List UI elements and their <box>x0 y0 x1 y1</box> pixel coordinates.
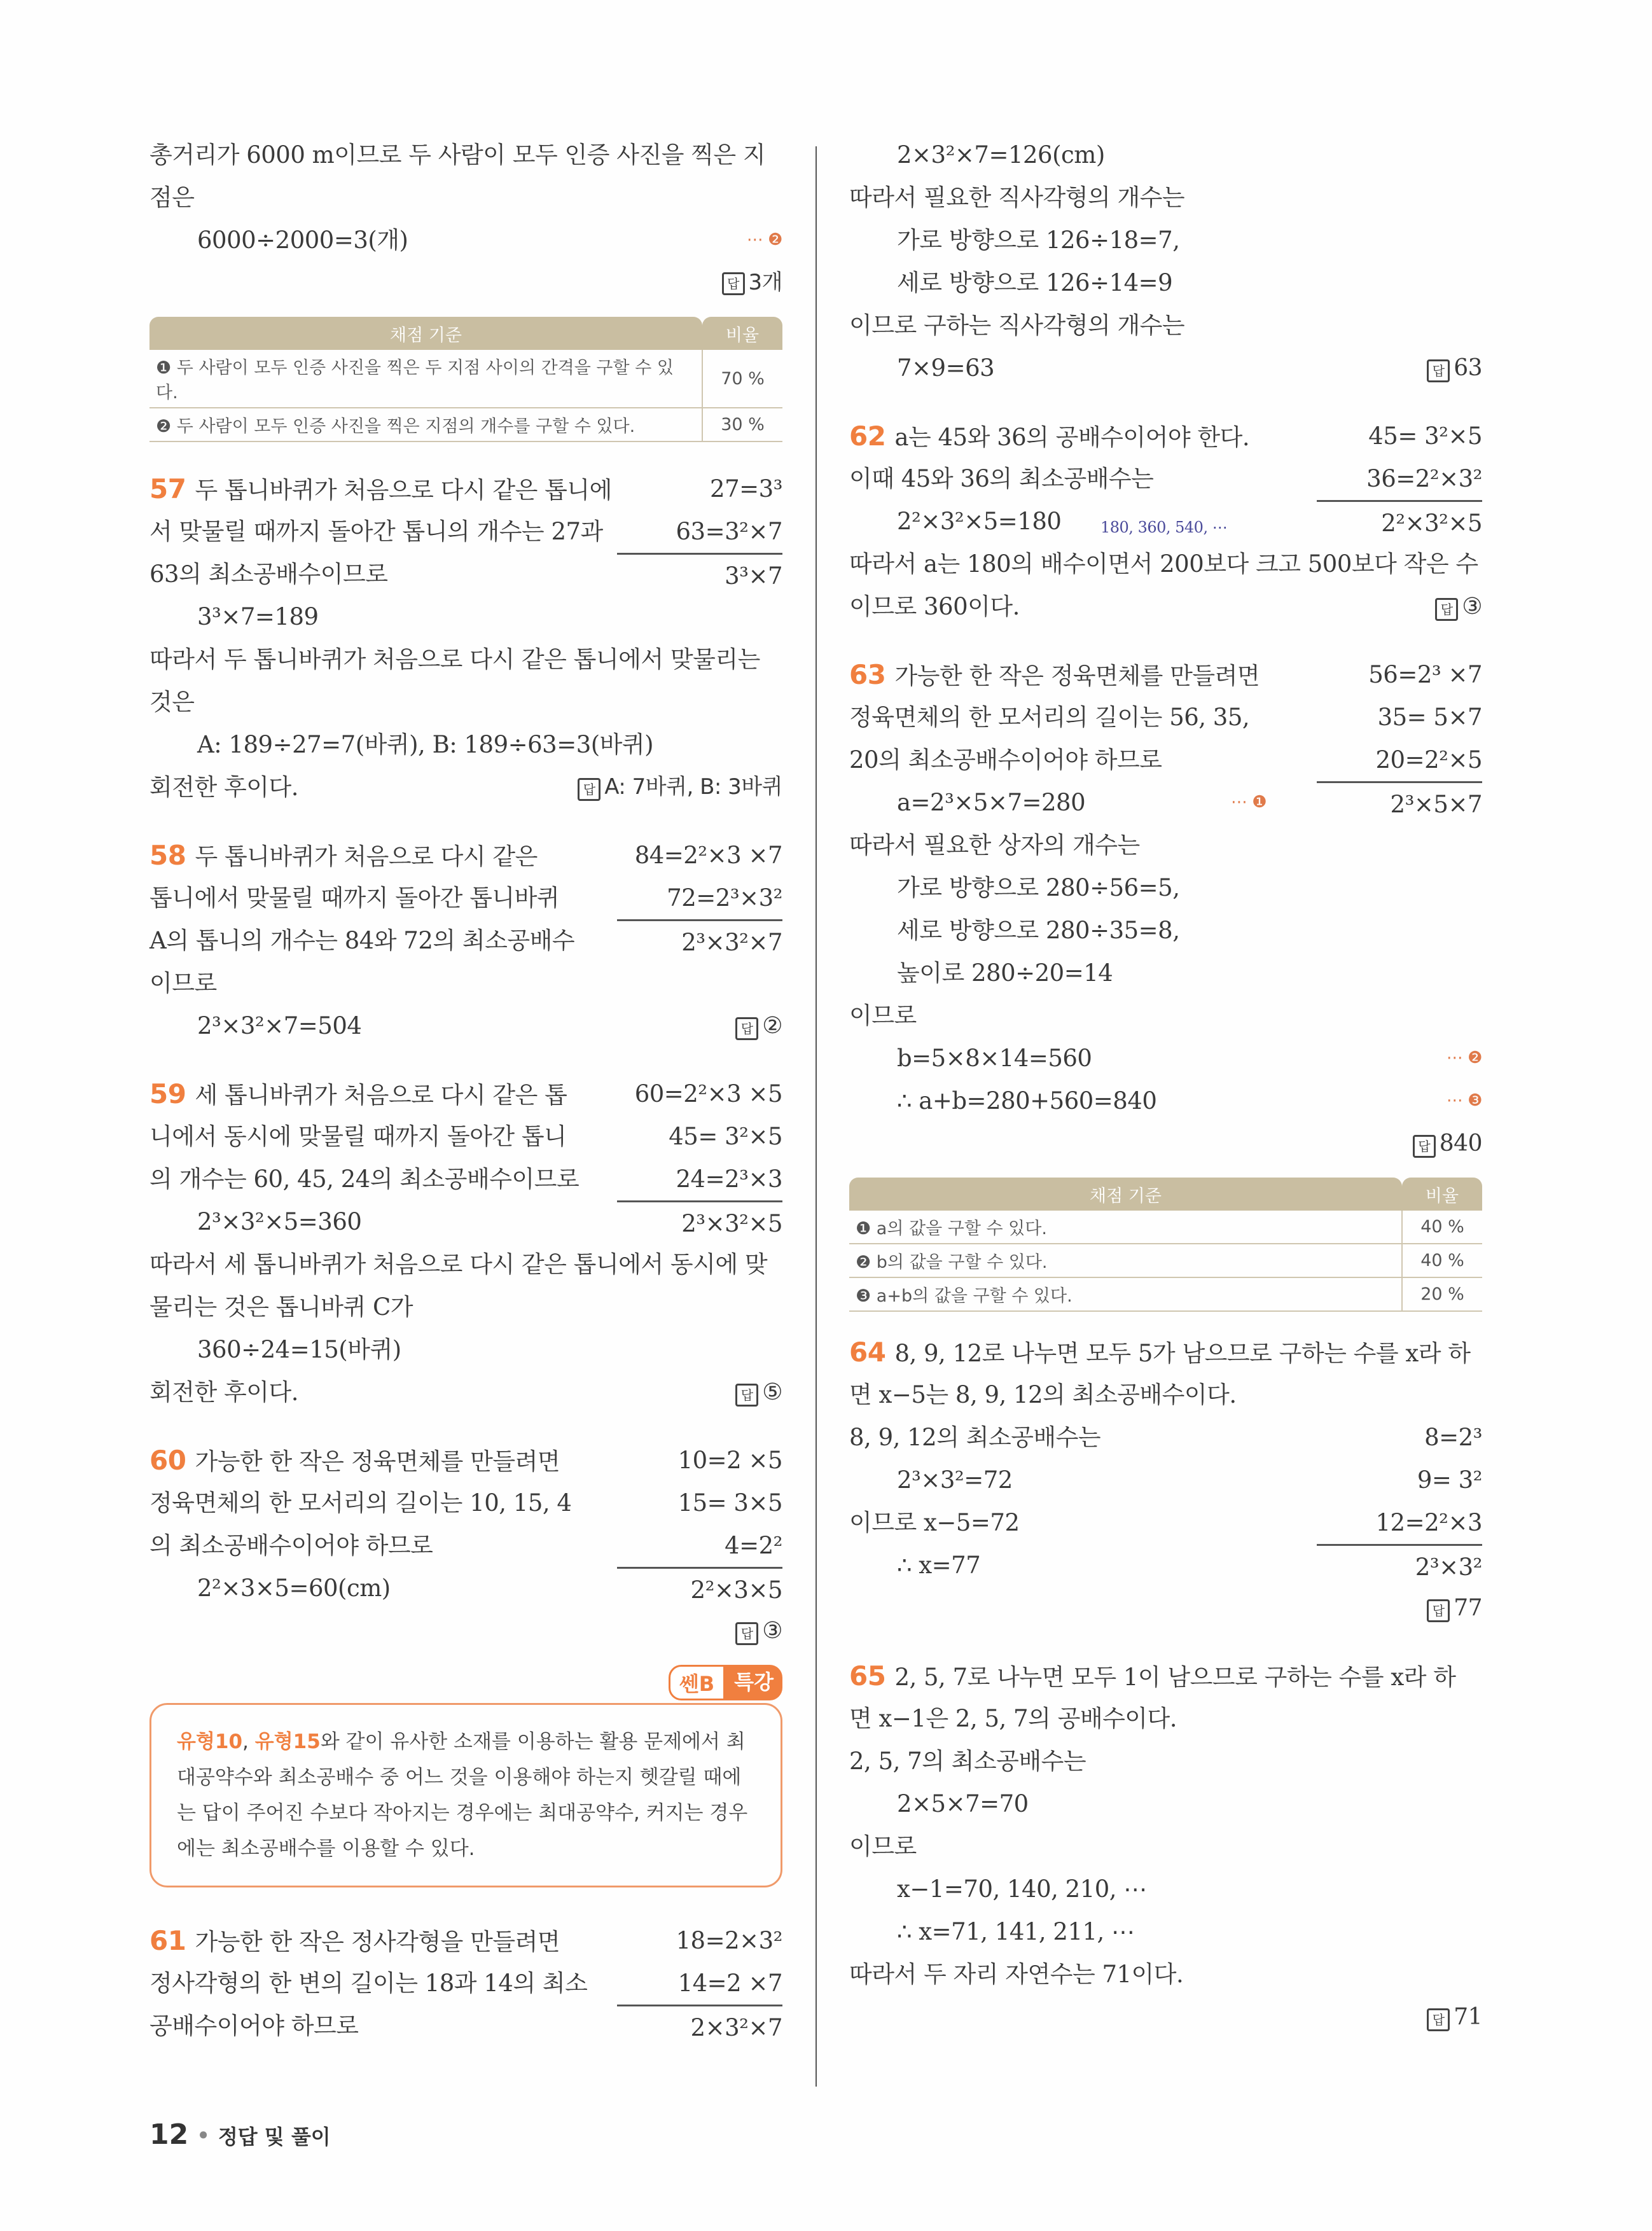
answer: 답 71 <box>849 1996 1482 2038</box>
text-line: 점은 <box>149 184 195 211</box>
text-line: 특강 <box>725 1665 782 1700</box>
problem-number: 57 <box>149 473 186 504</box>
text-line: 2³×3²=72 <box>897 1466 1013 1494</box>
text-line: 가능한 한 작은 정육면체를 만들려면 <box>894 662 1260 690</box>
text-line: 가로 방향으로 126÷18=7, <box>897 226 1180 254</box>
scoring-table-56 <box>149 317 782 442</box>
answer: 답 ② <box>735 1004 782 1047</box>
text-line: 따라서 필요한 직사각형의 개수는 <box>849 184 1185 211</box>
text-line: ⑤ <box>762 1379 782 1405</box>
text-line: 정육면체의 한 모서리의 길이는 56, 35, <box>849 704 1250 731</box>
table-row <box>849 1277 1482 1311</box>
text-line: 따라서 세 톱니바퀴가 처음으로 다시 같은 톱니에서 동시에 맞 <box>149 1251 768 1278</box>
text-line: 2×3²×7=126(cm) <box>897 141 1105 169</box>
text-line: 10=2 ×5 <box>677 1447 782 1474</box>
text-line: 서 맞물릴 때까지 돌아간 톱니의 개수는 27과 <box>149 518 603 545</box>
answer: 답 ③ <box>149 1609 782 1652</box>
text-line: x−1=70, 140, 210, ⋯ <box>897 1875 1147 1903</box>
text-line: 가로 방향으로 280÷56=5, <box>897 874 1180 901</box>
text-line: 와 같이 유사한 소재를 이용하는 활용 문제에서 최대공약수와 최소공배수 중 어느 것을 이용해야 하는지 헷갈릴 때에는 답이 주어진 수보다 작아지는 경우에는 최대공약수, 커지는 경우에는 최소공배수를 이용할 수 있다. <box>177 1730 748 1860</box>
text-line: 84=2²×3 ×7 <box>634 842 782 869</box>
text-line: 2×5×7=70 <box>897 1790 1029 1817</box>
text-line: 40 % <box>1402 1244 1482 1277</box>
text-line: 이므로 <box>149 970 217 997</box>
text-line: 840 <box>1439 1130 1482 1157</box>
answer: 답 ⑤ <box>735 1371 782 1414</box>
text-line: 18=2×3² <box>676 1927 782 1954</box>
problem-number: 59 <box>149 1078 186 1109</box>
text-line: 가능한 한 작은 정사각형을 만들려면 <box>195 1928 560 1956</box>
text-line: 2²×3²×5 <box>1381 510 1482 537</box>
answer-icon: 답 <box>722 272 745 295</box>
answer: 답 63 <box>1427 347 1482 389</box>
text-line: 따라서 필요한 상자의 개수는 <box>849 831 1140 859</box>
text-line: 2³×3²×5=360 <box>197 1208 362 1235</box>
text-line: 두 톱니바퀴가 처음으로 다시 같은 톱니에 <box>195 476 612 504</box>
table-row <box>149 350 782 408</box>
text-line: 7×9=63 <box>897 354 995 382</box>
text-line: 20 % <box>1402 1277 1482 1311</box>
text-line: 8, 9, 12로 나누면 모두 5가 남으므로 구하는 수를 x라 하 <box>894 1340 1471 1367</box>
text-line: 총거리가 6000 m이므로 두 사람이 모두 인증 사진을 찍은 지 <box>149 141 766 169</box>
text-line: 70 % <box>702 350 782 408</box>
text-line: 56=2³ ×7 <box>1368 661 1482 688</box>
text-line: A: 7바퀴, B: 3바퀴 <box>604 774 782 800</box>
problem-59 <box>149 1073 782 1414</box>
text-line: 톱니에서 맞물릴 때까지 돌아간 톱니바퀴 <box>149 884 560 912</box>
text-line: 가능한 한 작은 정육면체를 만들려면 <box>195 1448 560 1475</box>
scoring-table-63 <box>849 1178 1482 1312</box>
tip-badge <box>669 1665 782 1700</box>
table-row <box>849 1211 1482 1244</box>
problem-number: 63 <box>849 659 886 690</box>
text-line: 30 % <box>702 408 782 441</box>
text-line: 따라서 두 톱니바퀴가 처음으로 다시 같은 톱니에서 맞물리는 <box>149 646 760 673</box>
text-line: 45= 3²×5 <box>1368 422 1482 450</box>
text-line: 2×3²×7 <box>690 2014 782 2041</box>
table-row <box>849 1244 1482 1277</box>
problem-number: 62 <box>849 420 886 452</box>
multiples-note: 180, 360, 540, ⋯ <box>1100 518 1228 536</box>
text-line: 이므로 <box>849 1833 917 1860</box>
text-line: ③ <box>762 1618 782 1644</box>
text-line: 따라서 두 자리 자연수는 71이다. <box>849 1961 1184 1988</box>
text-line: ② <box>762 1013 782 1039</box>
text-line: 8, 9, 12의 최소공배수는 <box>849 1424 1101 1451</box>
text-line: ❶ 두 사람이 모두 인증 사진을 찍은 두 지점 사이의 간격을 구할 수 있다. <box>149 350 702 408</box>
text-line: 63 <box>1454 355 1482 381</box>
page-footer <box>149 2118 331 2151</box>
text-line: 36=2²×3² <box>1317 457 1482 502</box>
answer <box>149 261 782 304</box>
table-row <box>149 408 782 441</box>
text-line: 2²×3²×5=180 <box>897 508 1062 535</box>
text-line: 쎈B <box>669 1665 725 1700</box>
problem-61-continued <box>849 134 1482 389</box>
text-line: 유형10 <box>177 1730 243 1753</box>
text-line: 15= 3×5 <box>677 1489 782 1517</box>
step-tag: ⋯ ❷ <box>746 230 782 249</box>
text-line: 이때 45와 36의 최소공배수는 <box>849 465 1154 492</box>
text-line: 8=2³ <box>1424 1424 1482 1451</box>
text-line: 63의 최소공배수이므로 <box>149 560 388 588</box>
text-line: 2³×5×7 <box>1390 791 1482 818</box>
problem-58 <box>149 834 782 1047</box>
text-line: 이므로 360이다. <box>849 593 1020 620</box>
text-line: 27=3³ <box>710 475 782 503</box>
table-header: 채점 기준 <box>849 1178 1402 1211</box>
text-line: ❶ a의 값을 구할 수 있다. <box>849 1211 1402 1244</box>
step-tag: ⋯ ❶ <box>1231 793 1267 812</box>
text-line: 12=2²×3 <box>1317 1501 1482 1546</box>
text-line: 공배수이어야 하므로 <box>149 2012 359 2040</box>
text-line: 높이로 280÷20=14 <box>897 959 1113 987</box>
text-line: 따라서 a는 180의 배수이면서 200보다 크고 500보다 작은 수 <box>849 550 1478 578</box>
text-line: a는 45와 36의 공배수이어야 한다. <box>894 424 1250 451</box>
text-line: 35= 5×7 <box>1377 704 1482 731</box>
problem-number: 65 <box>849 1660 886 1692</box>
text-line: 회전한 후이다. <box>149 774 298 801</box>
text-line: 정사각형의 한 변의 길이는 18과 14의 최소 <box>149 1970 588 1997</box>
text-line: 60=2²×3 ×5 <box>634 1080 782 1108</box>
text-line: 물리는 것은 톱니바퀴 C가 <box>149 1293 413 1321</box>
text-line: ∴ x=77 <box>897 1552 981 1579</box>
text-line: A: 189÷27=7(바퀴), B: 189÷63=3(바퀴) <box>197 731 654 758</box>
text-line: b=5×8×14=560 <box>897 1045 1092 1072</box>
problem-number: 61 <box>149 1925 186 1956</box>
text-line: 니에서 동시에 맞물릴 때까지 돌아간 톱니 <box>149 1123 567 1150</box>
text-line: 2³×3²×7 <box>681 929 782 956</box>
answer: 답 A: 7바퀴, B: 3바퀴 <box>578 766 782 809</box>
intro-block <box>149 134 782 304</box>
text-line: 정육면체의 한 모서리의 길이는 10, 15, 4 <box>149 1489 572 1517</box>
text-line: 63=3²×7 <box>617 510 782 555</box>
text-line: , <box>242 1730 255 1753</box>
text-line: 20=2²×5 <box>1317 739 1482 783</box>
text-line: 의 최소공배수이어야 하므로 <box>149 1532 433 1559</box>
problem-65 <box>849 1655 1482 2038</box>
problem-number: 60 <box>149 1445 186 1476</box>
text-line: 3³×7=189 <box>197 603 319 630</box>
column-divider <box>816 146 817 2087</box>
step-tag: ⋯ ❸ <box>1446 1091 1482 1110</box>
table-header: 비율 <box>1402 1178 1482 1211</box>
text-line: ③ <box>1462 594 1482 620</box>
text-line: 세로 방향으로 126÷14=9 <box>897 269 1173 296</box>
answer: 답 77 <box>849 1587 1482 1629</box>
text-line: 14=2 ×7 <box>617 1962 782 2006</box>
table-header: 비율 <box>702 317 782 350</box>
problem-62 <box>849 415 1482 628</box>
text-line: 회전한 후이다. <box>149 1379 298 1406</box>
text-line: 2, 5, 7의 최소공배수는 <box>849 1748 1086 1775</box>
table-header: 채점 기준 <box>149 317 702 350</box>
right-column <box>849 134 1482 2038</box>
text-line <box>149 219 782 261</box>
text-line: 이므로 <box>849 1002 917 1029</box>
text-line: 2³×3²×5 <box>681 1210 782 1237</box>
text-line: 두 톱니바퀴가 처음으로 다시 같은 <box>195 843 538 870</box>
problem-number: 58 <box>149 840 186 871</box>
problem-number: 64 <box>849 1337 886 1368</box>
text-line: 세 톱니바퀴가 처음으로 다시 같은 톱 <box>195 1081 567 1109</box>
problem-60 <box>149 1439 782 1652</box>
text-line: 360÷24=15(바퀴) <box>197 1336 401 1363</box>
problem-61 <box>149 1919 782 2047</box>
text-line: 이므로 구하는 직사각형의 개수는 <box>849 312 1185 339</box>
left-column <box>149 134 782 2047</box>
text-line: ❷ b의 값을 구할 수 있다. <box>849 1244 1402 1277</box>
text-line: 77 <box>1454 1595 1482 1621</box>
text-line: 6000÷2000=3(개) <box>197 226 408 254</box>
problem-64 <box>849 1331 1482 1629</box>
text-line: 이므로 x−5=72 <box>849 1509 1020 1536</box>
text-line: 면 x−1은 2, 5, 7의 공배수이다. <box>849 1705 1177 1732</box>
page-number: 12 <box>149 2118 189 2151</box>
text-line: 유형15 <box>254 1730 321 1753</box>
text-line: 것은 <box>149 688 195 716</box>
text-line: 40 % <box>1402 1211 1482 1244</box>
footer-label: 정답 및 풀이 <box>218 2125 331 2149</box>
text-line: 2²×3×5=60(cm) <box>197 1574 391 1602</box>
text-line: ∴ a+b=280+560=840 <box>897 1087 1157 1115</box>
text-line: ❸ a+b의 값을 구할 수 있다. <box>849 1277 1402 1311</box>
text-line: 2²×3×5 <box>690 1576 782 1604</box>
step-tag: ⋯ ❷ <box>1446 1048 1482 1067</box>
text-line: 세로 방향으로 280÷35=8, <box>897 917 1180 944</box>
text-line: 3개 <box>748 270 782 295</box>
text-line: 4=2² <box>617 1524 782 1569</box>
text-line: 2, 5, 7로 나누면 모두 1이 남으므로 구하는 수를 x라 하 <box>894 1664 1456 1691</box>
text-line: 71 <box>1454 2004 1482 2030</box>
text-line: 3³×7 <box>725 562 782 590</box>
answer: 답 ③ <box>1435 585 1482 628</box>
text-line: 72=2³×3² <box>617 877 782 921</box>
text-line: 2³×3²×7=504 <box>197 1012 362 1039</box>
problem-63 <box>849 653 1482 1165</box>
text-line: 의 개수는 60, 45, 24의 최소공배수이므로 <box>149 1165 580 1193</box>
problem-57 <box>149 468 782 809</box>
text-line: 9= 3² <box>1417 1466 1482 1494</box>
text-line: A의 톱니의 개수는 84와 72의 최소공배수 <box>149 927 575 954</box>
text-line: 24=2³×3 <box>617 1158 782 1202</box>
text-line: a=2³×5×7=280 <box>897 789 1086 816</box>
text-line: ❷ 두 사람이 모두 인증 사진을 찍은 지점의 개수를 구할 수 있다. <box>149 408 702 441</box>
text-line: 면 x−5는 8, 9, 12의 최소공배수이다. <box>849 1381 1237 1408</box>
tip-note <box>149 1703 782 1887</box>
text-line: 2³×3² <box>1415 1553 1482 1581</box>
text-line: ∴ x=71, 141, 211, ⋯ <box>897 1918 1135 1945</box>
text-line: 20의 최소공배수이어야 하므로 <box>849 746 1162 774</box>
answer: 답 840 <box>849 1122 1482 1165</box>
text-line: 45= 3²×5 <box>669 1123 782 1150</box>
text-line: • <box>196 2122 211 2150</box>
